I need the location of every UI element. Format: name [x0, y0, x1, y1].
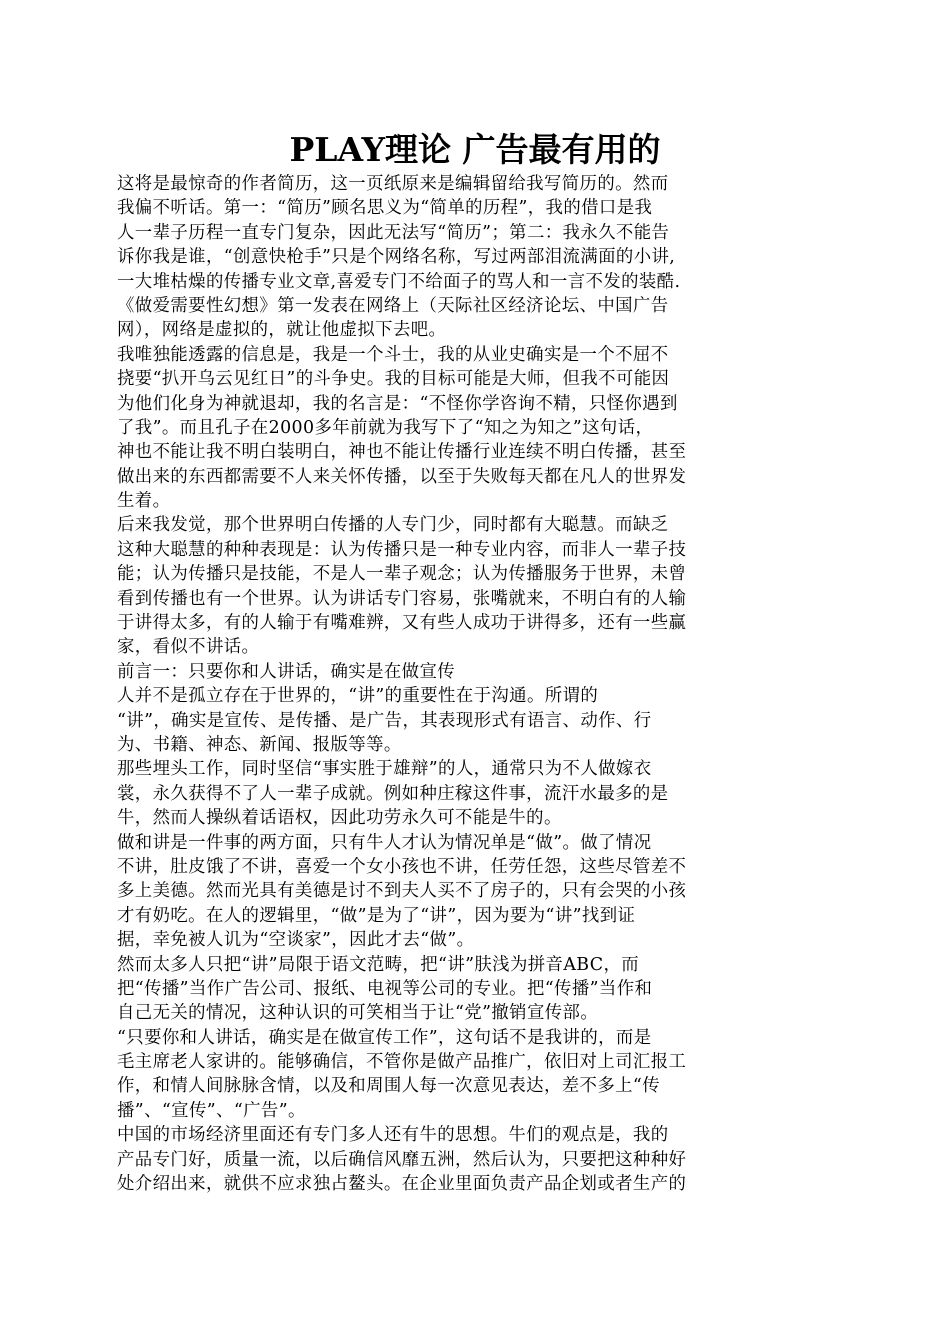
text-line: 那些埋头工作，同时坚信“事实胜于雄辩”的人，通常只为不人做嫁衣: [117, 759, 652, 780]
text-line: 生着。: [117, 491, 171, 512]
text-line: 家，看似不讲话。: [117, 637, 260, 658]
text-line: “讲”，确实是宣传、是传播、是广告，其表现形式有语言、动作、行: [117, 710, 652, 731]
text-line: 于讲得太多，有的人输于有嘴难辨，又有些人成功于讲得多，还有一些赢: [117, 613, 687, 634]
text-line: “只要你和人讲话，确实是在做宣传工作”，这句话不是我讲的，而是: [117, 1027, 652, 1048]
text-line: 播”、“宣传”、“广告”。: [117, 1100, 306, 1121]
text-line: 中国的市场经济里面还有专门多人还有牛的思想。牛们的观点是，我的: [117, 1125, 669, 1146]
text-line: 产品专门好，质量一流，以后确信风靡五洲，然后认为，只要把这种种好: [117, 1149, 687, 1170]
text-line: 神也不能让我不明白装明白，神也不能让传播行业连续不明白传播，甚至: [117, 442, 687, 463]
text-line: 我唯独能透露的信息是，我是一个斗士，我的从业史确实是一个不屈不: [117, 344, 669, 365]
text-line: 为他们化身为神就退却，我的名言是：“不怪你学咨询不精，只怪你遇到: [117, 393, 678, 414]
text-line: 作，和情人间脉脉含情，以及和周围人每一次意见表达，差不多上“传: [117, 1076, 661, 1097]
document-body: [117, 172, 833, 1196]
text-line: 人并不是孤立存在于世界的，“讲”的重要性在于沟通。所谓的: [117, 686, 599, 707]
text-line: 处介绍出来，就供不应求独占鳌头。在企业里面负责产品企划或者生产的: [117, 1174, 687, 1195]
text-line: 然而太多人只把“讲”局限于语文范畴，把“讲”肤浅为拼音ABC，而: [117, 954, 640, 975]
text-line: 把“传播”当作广告公司、报纸、电视等公司的专业。把“传播”当作和: [117, 978, 653, 999]
text-line: 为、书籍、神态、新闻、报版等等。: [117, 734, 402, 755]
text-line: 《做爱需要性幻想》第一发表在网络上（天际社区经济论坛、中国广告: [117, 295, 669, 316]
text-line: 毛主席老人家讲的。能够确信，不管你是做产品推广，依旧对上司汇报工: [117, 1052, 687, 1073]
text-line: 后来我发觉，那个世界明白传播的人专门少，同时都有大聪慧。而缺乏: [117, 515, 669, 536]
text-line: 不讲，肚皮饿了不讲，喜爱一个女小孩也不讲，任劳任怨，这些尽管差不: [117, 856, 687, 877]
text-line: 了我”。而且孔子在2000多年前就为我写下了“知之为知之”这句话，: [117, 417, 654, 438]
text-line: 做出来的东西都需要不人来关怀传播，以至于失败每天都在凡人的世界发: [117, 466, 687, 487]
text-line: 自己无关的情况，这种认识的可笑相当于让“党”撤销宣传部。: [117, 1003, 599, 1024]
text-line: 看到传播也有一个世界。认为讲话专门容易，张嘴就来，不明白有的人输: [117, 588, 687, 609]
text-line: 人一辈子历程一直专门复杂，因此无法写“简历”；第二：我永久不能告: [117, 222, 670, 243]
text-line: 网），网络是虚拟的，就让他虚拟下去吧。: [117, 320, 447, 341]
text-line: 能；认为传播只是技能，不是人一辈子观念；认为传播服务于世界，未曾: [117, 564, 687, 585]
text-line: 牛，然而人操纵着话语权，因此功劳永久可不能是牛的。: [117, 808, 562, 829]
text-line: 一大堆枯燥的传播专业文章,喜爱专门不给面子的骂人和一言不发的装酷.: [117, 271, 681, 292]
text-line: 裳，永久获得不了人一辈子成就。例如种庄稼这件事，流汗水最多的是: [117, 783, 669, 804]
text-line: 前言一：只要你和人讲话，确实是在做宣传: [117, 661, 456, 682]
text-line: 才有奶吃。在人的逻辑里，“做”是为了“讲”，因为要为“讲”找到证: [117, 905, 636, 926]
text-line: 诉你我是谁，“创意快枪手”只是个网络名称，写过两部泪流满面的小讲,: [117, 247, 676, 268]
text-line: 多上美德。然而光具有美德是讨不到夫人买不了房子的，只有会哭的小孩: [117, 881, 687, 902]
document-title: PLAY理论 广告最有用的: [289, 130, 661, 169]
text-line: 做和讲是一件事的两方面，只有牛人才认为情况单是“做”。做了情况: [117, 832, 652, 853]
text-line: 据，幸免被人讥为“空谈家”，因此才去“做”。: [117, 930, 475, 951]
text-line: 挠要“扒开乌云见红日”的斗争史。我的目标可能是大师，但我不可能因: [117, 369, 670, 390]
text-line: 这种大聪慧的种种表现是：认为传播只是一种专业内容，而非人一辈子技: [117, 539, 687, 560]
text-line: 我偏不听话。第一：“简历”顾名思义为“简单的历程”，我的借口是我: [117, 198, 653, 219]
text-line: 这将是最惊奇的作者简历，这一页纸原来是编辑留给我写简历的。然而: [117, 174, 669, 194]
